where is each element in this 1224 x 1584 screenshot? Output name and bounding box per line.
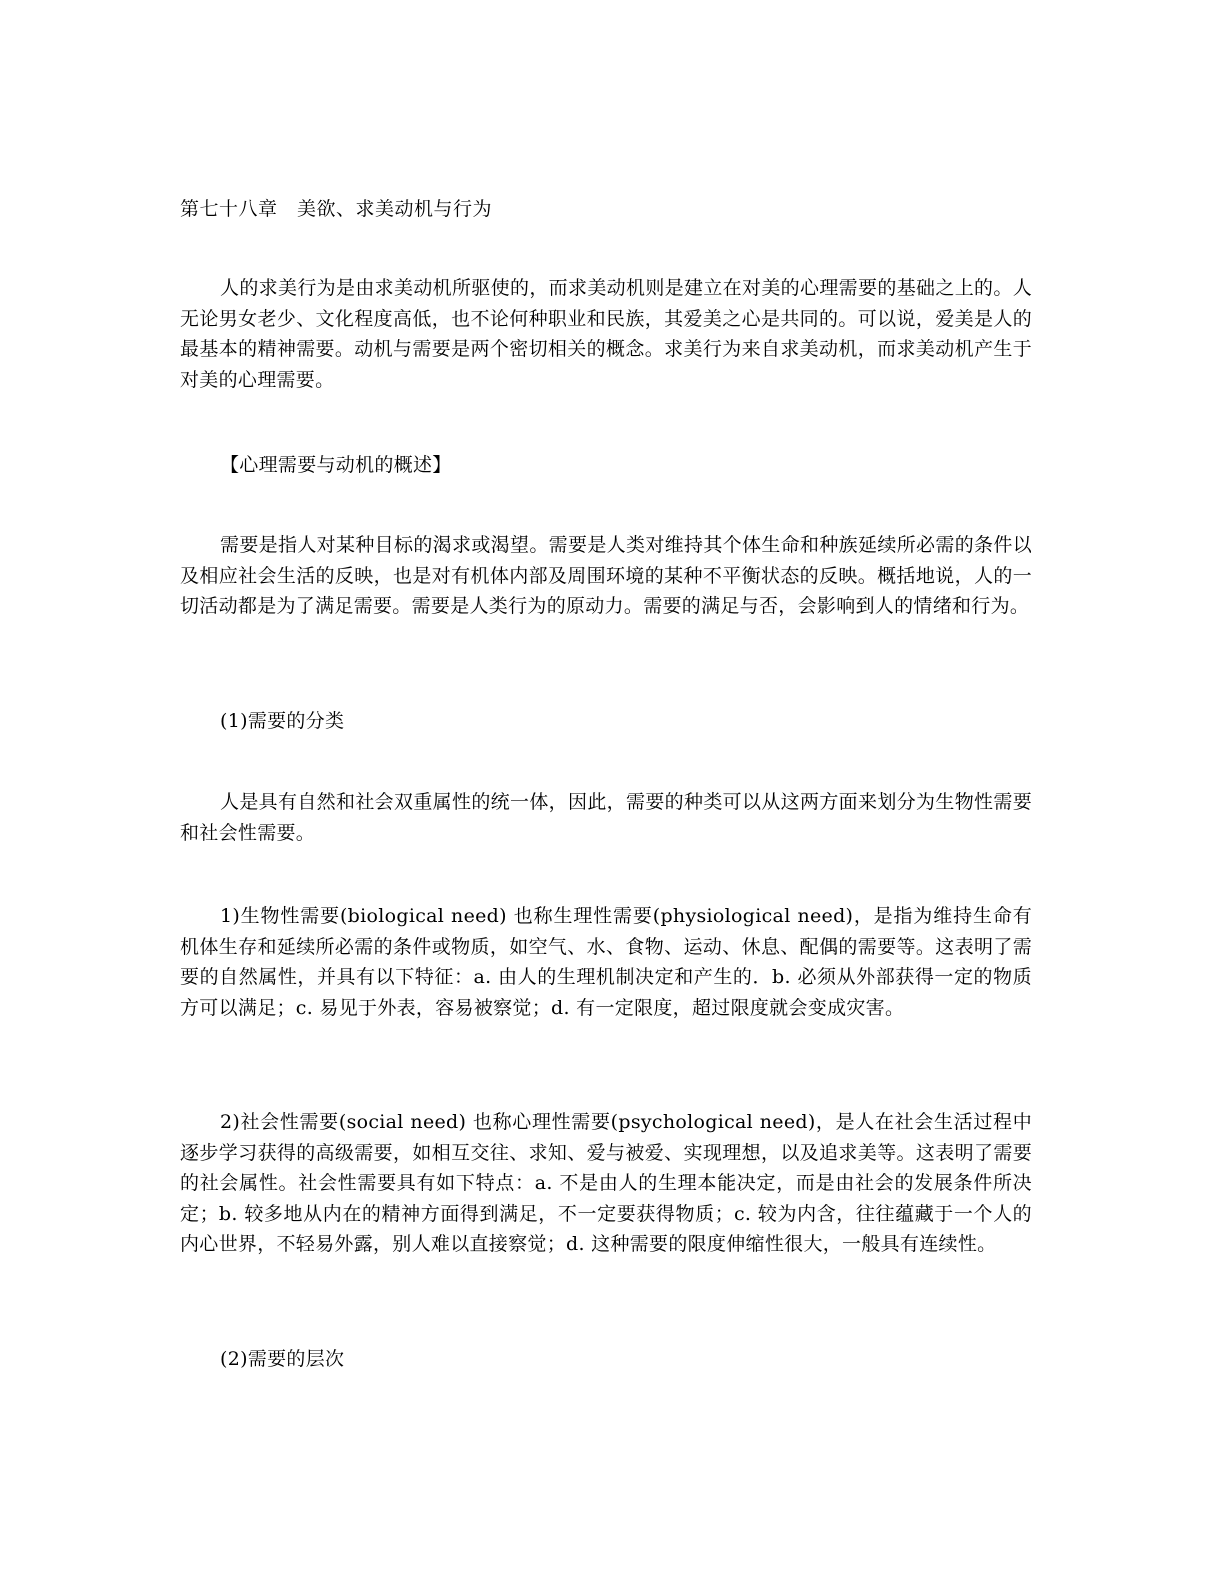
- needs-definition-paragraph: 需要是指人对某种目标的渴求或渴望。需要是人类对维持其个体生命和种族延续所必需的条件以及相应社会生活的反映，也是对有机体内部及周围环境的某种不平衡状态的反映。概括地说，人的一切活动都是为了满足需要。需要是人类行为的原动力。需要的满足与否，会影响到人的情绪和行为。: [180, 534, 1032, 617]
- biological-need-paragraph: 1)生物性需要(biological need) 也称生理性需要(physiological need)，是指为维持生命有机体生存和延续所必需的条件或物质，如空气、水、食物、运动、休息、配偶的需要等。这表明了需要的自然属性，并具有以下特征：a. 由人的生理机制决定和产生的．b. 必须从外部获得一定的物质方可以满足；c. 易见于外表，容易被察觉；d. 有一定限度，超过限度就会变成灾害。: [180, 905, 1032, 1019]
- social-need-paragraph: 2)社会性需要(social need) 也称心理性需要(psychological need)，是人在社会生活过程中逐步学习获得的高级需要，如相互交往、求知、爱与被爱、实现理想，以及追求美等。这表明了需要的社会属性。社会性需要具有如下特点：a. 不是由人的生理本能决定，而是由社会的发展条件所决定；b. 较多地从内在的精神方面得到满足，不一定要获得物质；c. 较为内含，往往蕴藏于一个人的内心世界，不轻易外露，别人难以直接察觉；d. 这种需要的限度伸缩性很大，一般具有连续性。: [180, 1111, 1032, 1255]
- subheading-hierarchy: (2)需要的层次: [220, 1348, 345, 1370]
- intro-paragraph: 人的求美行为是由求美动机所驱使的，而求美动机则是建立在对美的心理需要的基础之上的。人无论男女老少、文化程度高低，也不论何种职业和民族，其爱美之心是共同的。可以说，爱美是人的最基本的精神需要。动机与需要是两个密切相关的概念。求美行为来自求美动机，而求美动机产生于对美的心理需要。: [180, 277, 1032, 391]
- section-heading: 【心理需要与动机的概述】: [220, 454, 452, 476]
- classification-paragraph: 人是具有自然和社会双重属性的统一体，因此，需要的种类可以从这两方面来划分为生物性需要和社会性需要。: [180, 791, 1032, 844]
- subheading-classification: (1)需要的分类: [220, 710, 345, 732]
- chapter-title: 第七十八章 美欲、求美动机与行为: [180, 198, 493, 220]
